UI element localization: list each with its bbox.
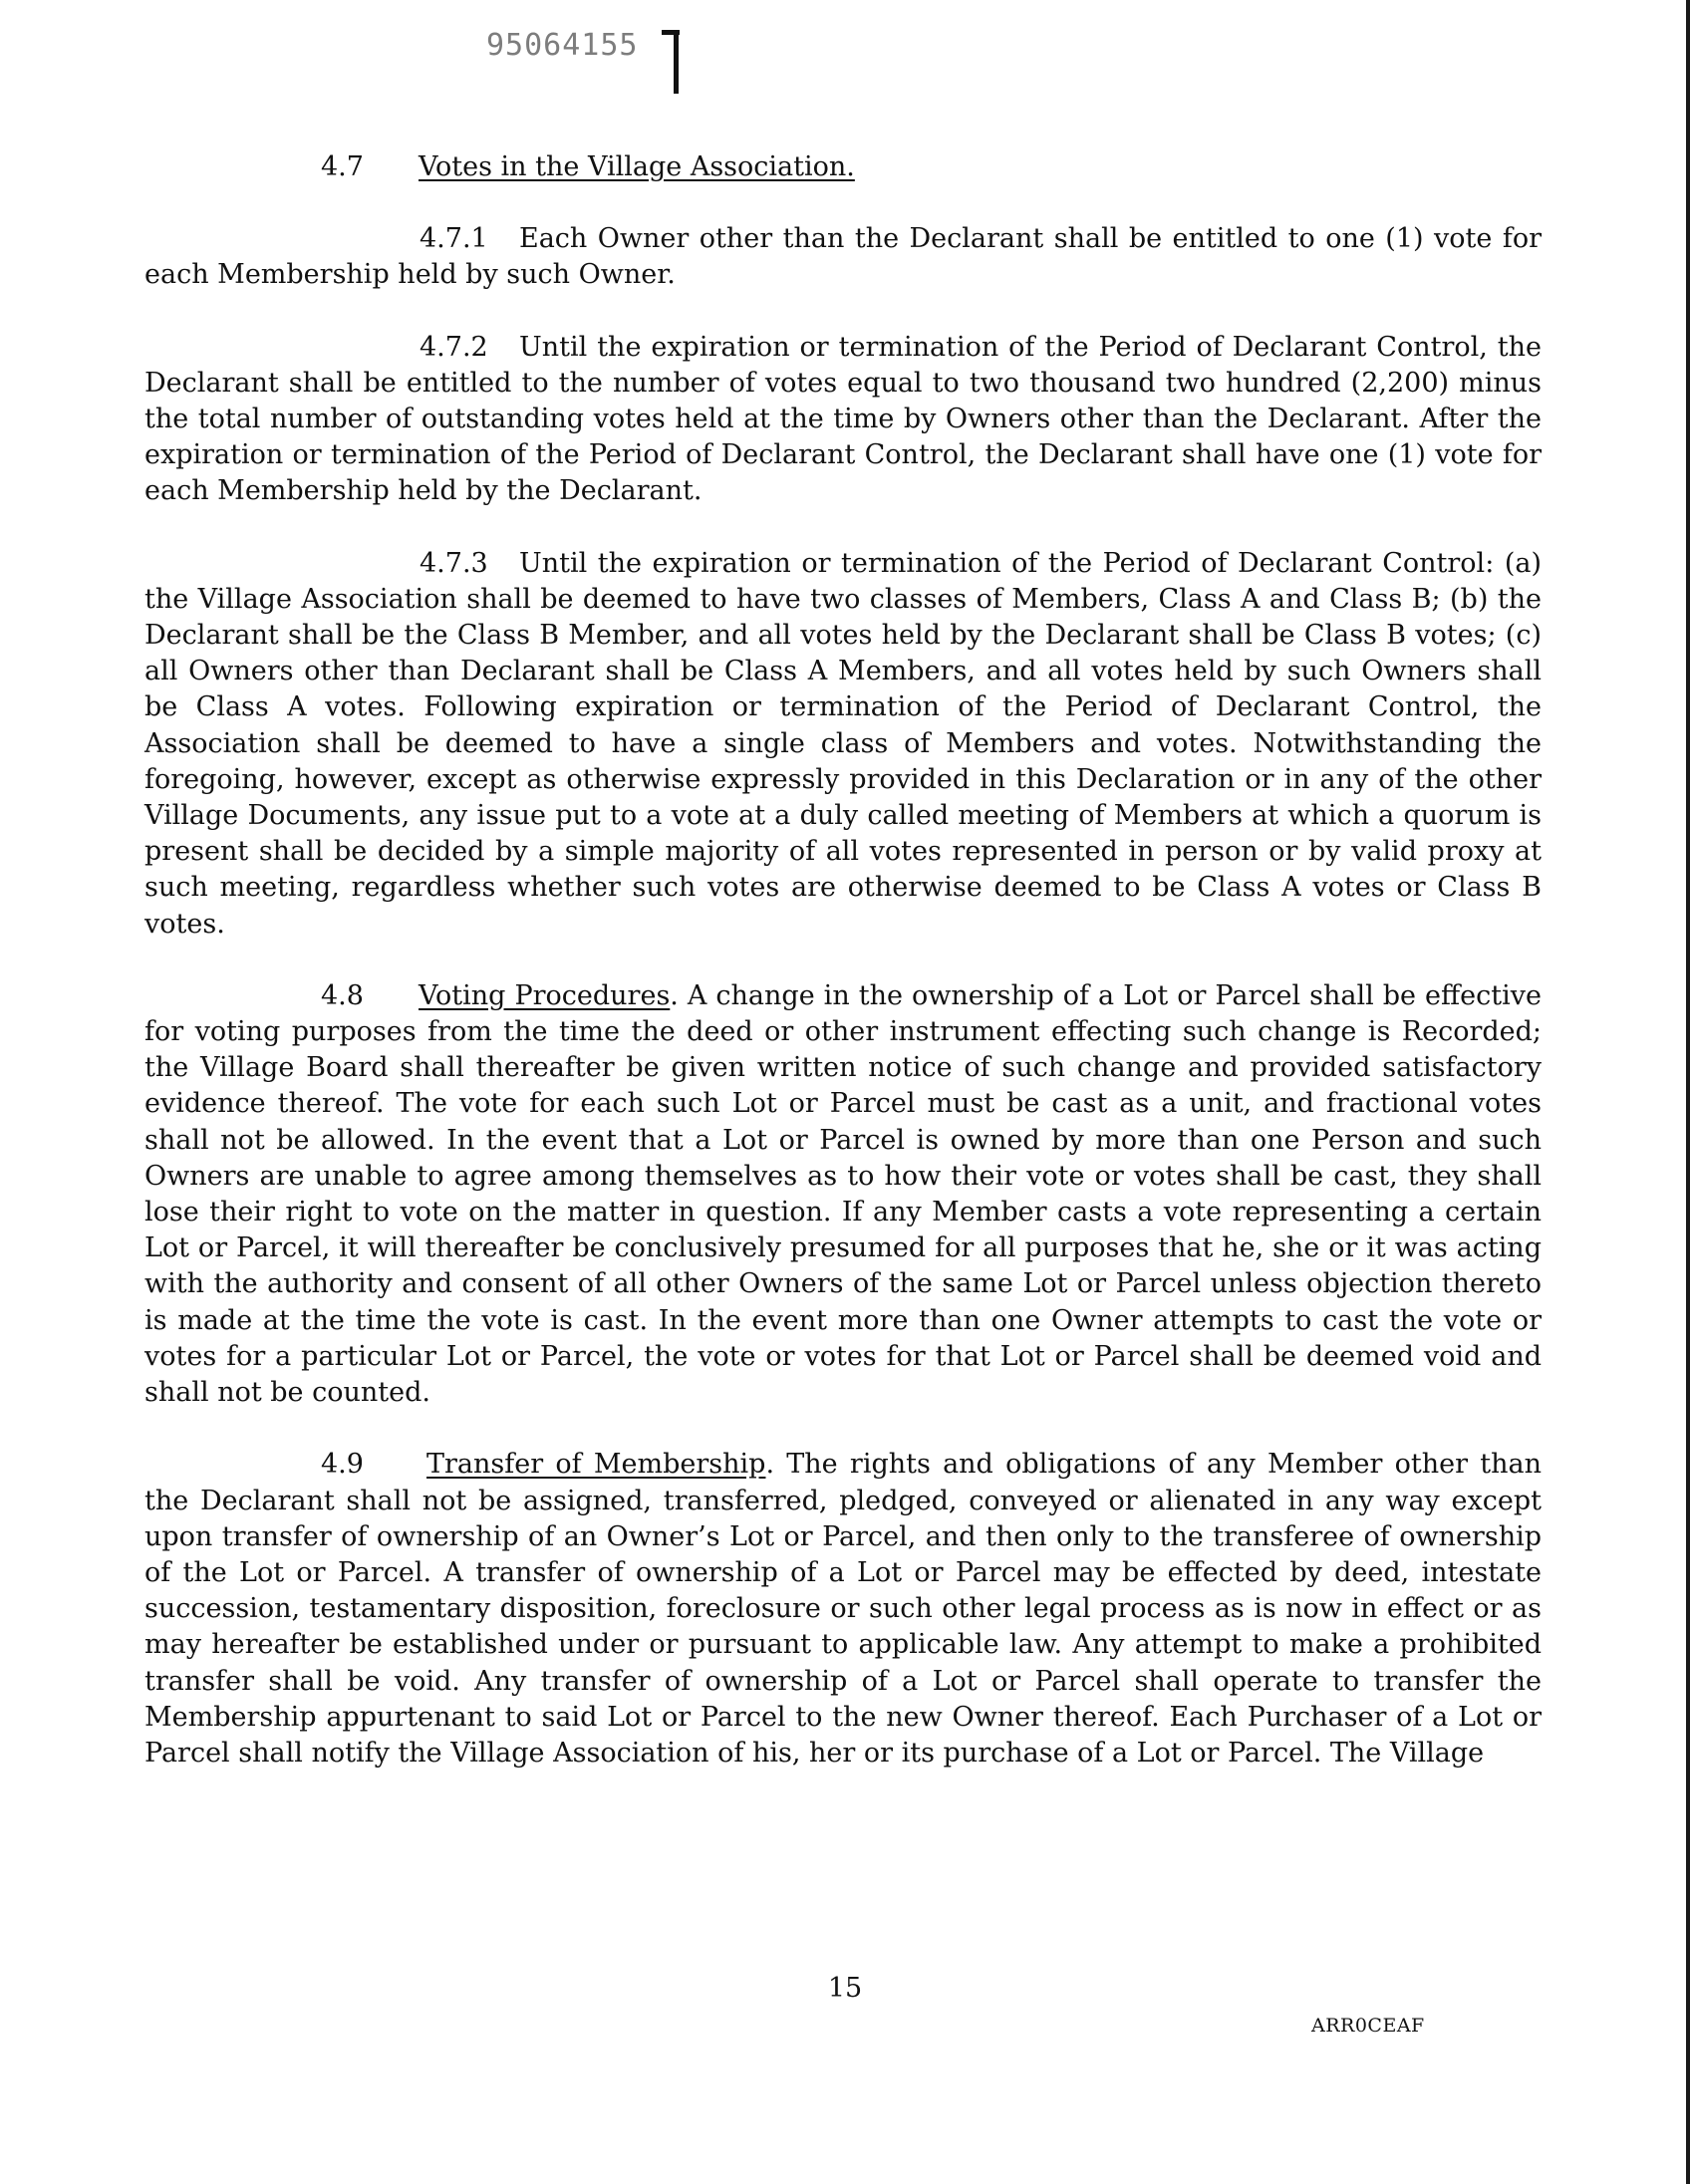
document-body	[144, 149, 1542, 1807]
stamp-mark-bar	[674, 30, 679, 94]
section-number: 4.7	[321, 151, 364, 182]
section-number: 4.9	[321, 1449, 364, 1481]
section-heading-4-7	[144, 149, 1542, 185]
document-stamp-number: 95064155	[486, 28, 639, 63]
document-code: ARR0CEAF	[1311, 2015, 1425, 2037]
paragraph-number: 4.7.3	[420, 547, 488, 579]
paragraph-number: 4.7.2	[420, 331, 488, 363]
paragraph-number: 4.7.1	[420, 223, 488, 255]
paragraph-4-7-2	[144, 330, 1542, 510]
section-4-9	[144, 1447, 1542, 1772]
section-number: 4.8	[321, 979, 364, 1011]
section-4-8	[144, 978, 1542, 1411]
paragraph-4-7-1	[144, 221, 1542, 293]
section-title: Transfer of Membership	[426, 1449, 766, 1481]
section-title: Votes in the Village Association.	[419, 151, 855, 182]
section-text: . A change in the ownership of a Lot or Parcel shall be effective for voting purposes from the time the deed or other instrument effecting such change is Recorded; the Village Board shall thereafter be given written notice of such change and provided satisfactory evidence thereof. The vote for each such Lot or Parcel must be cast as a unit, and fractional votes shall not be allowed. In the event that a Lot or Parcel is owned by more than one Person and such Owners are unable to agree among themselves as to how their vote or votes shall be cast, they shall lose their right to vote on the matter in question. If any Member casts a vote representing a certain Lot or Parcel, it will thereafter be conclusively presumed for all purposes that he, she or it was acting with the authority and consent of all other Owners of the same Lot or Parcel unless objection thereto is made at the time the vote is cast. In the event more than one Owner attempts to cast the vote or votes for a particular Lot or Parcel, the vote or votes for that Lot or Parcel shall be deemed void and shall not be counted.	[144, 979, 1542, 1409]
paragraph-4-7-3	[144, 546, 1542, 943]
paragraph-text: Each Owner other than the Declarant shall be entitled to one (1) vote for each Membership held by such Owner.	[144, 223, 1542, 291]
paragraph-text: Until the expiration or termination of the Period of Declarant Control, the Declarant shall be entitled to the number of votes equal to two thousand two hundred (2,200) minus the total number of outstanding votes held at the time by Owners other than the Declarant. After the expiration or termination of the Period of Declarant Control, the Declarant shall have one (1) vote for each Membership held by the Declarant.	[144, 331, 1542, 507]
page-number: 15	[827, 1973, 863, 2004]
page-edge-border	[1686, 0, 1690, 2184]
section-text: . The rights and obligations of any Member other than the Declarant shall not be assigned, transferred, pledged, conveyed or alienated in any way except upon transfer of ownership of an Owner’s Lot or Parcel, and then only to the transferee of ownership of the Lot or Parcel. A transfer of ownership of a Lot or Parcel may be effected by deed, intestate succession, testamentary disposition, foreclosure or such other legal process as is now in effect or as may hereafter be established under or pursuant to applicable law. Any attempt to make a prohibited transfer shall be void. Any transfer of ownership of a Lot or Parcel shall operate to transfer the Membership appurtenant to said Lot or Parcel to the new Owner thereof. Each Purchaser of a Lot or Parcel shall notify the Village Association of his, her or its purchase of a Lot or Parcel. The Village	[144, 1449, 1542, 1769]
section-title: Voting Procedures	[419, 979, 671, 1011]
paragraph-text: Until the expiration or termination of the Period of Declarant Control: (a) the Village Association shall be deemed to have two classes of Members, Class A and Class B; (b) the Declarant shall be the Class B Member, and all votes held by the Declarant shall be Class B votes; (c) all Owners other than Declarant shall be Class A Members, and all votes held by such Owners shall be Class A votes. Following expiration or termination of the Period of Declarant Control, the Association shall be deemed to have a single class of Members and votes. Notwithstanding the foregoing, however, except as otherwise expressly provided in this Declaration or in any of the other Village Documents, any issue put to a vote at a duly called meeting of Members at which a quorum is present shall be decided by a simple majority of all votes represented in person or by valid proxy at such meeting, regardless whether such votes are otherwise deemed to be Class A votes or Class B votes.	[144, 547, 1542, 940]
